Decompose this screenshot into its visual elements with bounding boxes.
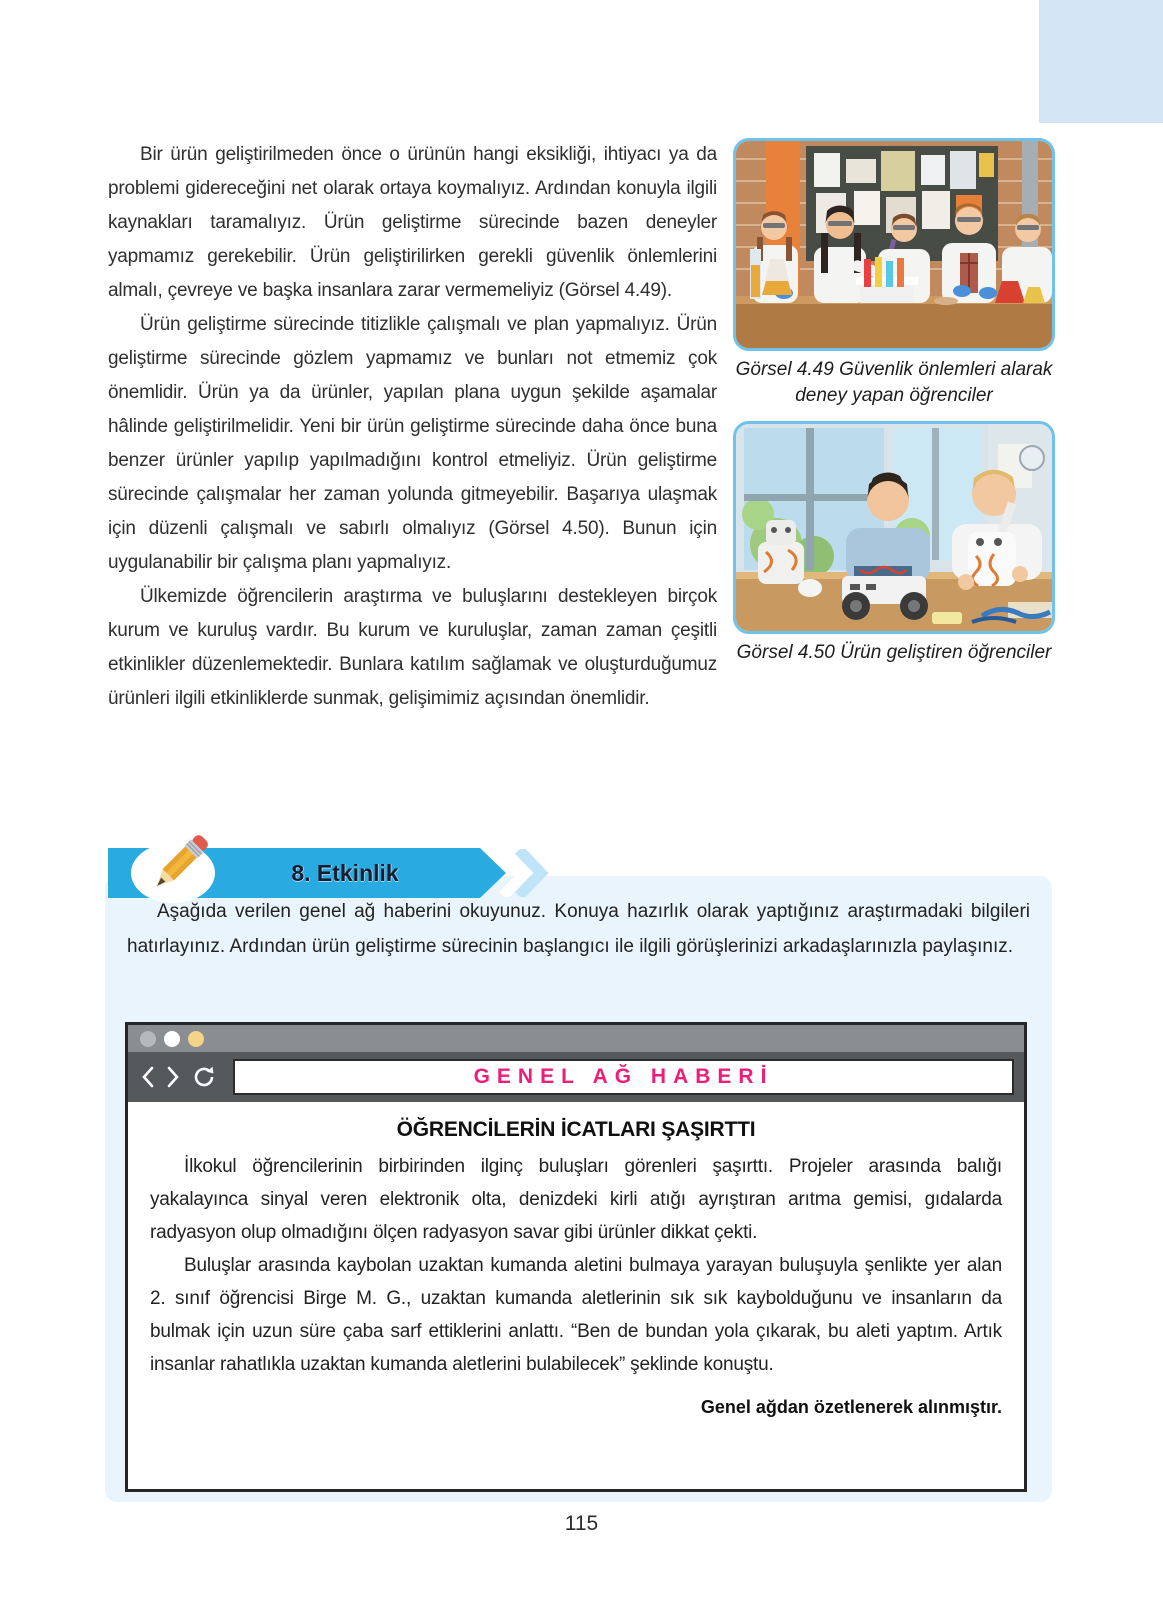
article-source: Genel ağdan özetlenerek alınmıştır. [700, 1397, 1002, 1417]
chevron-accent-icon [498, 849, 550, 897]
activity-instructions: Aşağıda verilen genel ağ haberini okuyunuz. Konuya hazırlık olarak yaptığınız araştırmadaki bilgileri hatırlayınız. Ardından ürün geliştirme sürecinin başlangıcı ile ilgili görüşlerinizi arkadaşlarınızla paylaşınız. [127, 901, 1030, 957]
body-paragraph-2: Ürün geliştirme sürecinde titizlikle çalışmalı ve plan yapmalıyız. Ürün geliştirme sürecinde gözlem yapmamız ve bunları not etmemiz çok önemlidir. Ürün ya da ürünler, yapılan plana uygun şekilde aşamalar hâlinde geliştirilmelidir. Yeni bir ürün geliştirme sürecinde daha önce buna benzer ürünler yapılıp yapılmadığını kontrol etmeliyiz. Ürün geliştirme sürecinde çalışmalar her zaman yolunda gitmeyebilir. Başarıya ulaşmak için düzenli çalışmalı ve sabırlı olmalıyız (Görsel 4.50). Bunun için uygulanabilir bir çalışma planı yapmalıyız. [108, 314, 717, 573]
figure-4-50 [733, 421, 1055, 666]
pencil-icon [137, 824, 225, 912]
browser-titlebar [128, 1025, 1024, 1052]
main-text-column [108, 138, 1055, 716]
address-title: GENEL AĞ HABERİ [473, 1065, 774, 1088]
figure-caption-4-50: Görsel 4.50 Ürün geliştiren öğrenciler [736, 642, 1052, 663]
figure-caption-4-49: Görsel 4.49 Güvenlik önlemleri alarak deney yapan öğrenciler [735, 359, 1053, 406]
back-icon [140, 1065, 156, 1089]
figure-4-49 [733, 138, 1055, 409]
body-paragraph-1: Bir ürün geliştirilmeden önce o ürünün hangi eksikliği, ihtiyacı ya da problemi gidereceğini net olarak ortaya koymalıyız. Ardından konuyla ilgili kaynakları taramalıyız. Ürün geliştirme sürecinde bazen deneyler yapmamız gerekebilir. Ürün geliştirilirken gerekli güvenlik önlemlerini almalı, çevreye ve başka insanlara zarar vermemeliyiz (Görsel 4.49). [108, 144, 717, 301]
photo-lab-experiment [733, 138, 1055, 351]
photo-robot-building [733, 421, 1055, 634]
browser-window [125, 1022, 1027, 1492]
activity-title: 8. Etkinlik [291, 859, 399, 886]
lab-photo-illustration [736, 141, 1055, 348]
article-paragraph-1: İlkokul öğrencilerinin birbirinden ilginç buluşları görenleri şaşırttı. Projeler arasında balığı yakalayınca sinyal veren elektronik olta, denizdeki kirli atığı ayrıştıran arıtma gemisi, gıdalarda radyasyon olup olmadığını ölçen radyasyon savar gibi ürünler dikkat çekti. [150, 1156, 1002, 1243]
browser-navbar [128, 1052, 1024, 1102]
window-dot-white-icon [164, 1031, 180, 1047]
robot-photo-illustration [736, 424, 1055, 631]
article-paragraph-2: Buluşlar arasında kaybolan uzaktan kumanda aletini bulmaya yarayan buluşuyla şenlikte yer alan 2. sınıf öğrencisi Birge M. G., uzaktan kumanda aletlerinin sık sık kaybolduğunu ve insanların da bulmak için uzun süre çaba sarf ettiklerini anlattı. “Ben de bundan yola çıkarak, bu aleti yaptım. Artık insanlar rahatlıkla uzaktan kumanda aletlerini bulabilecek” şeklinde konuştu. [150, 1255, 1002, 1375]
address-bar [233, 1059, 1014, 1095]
page-number: 115 [564, 1512, 599, 1535]
window-dot-gray-icon [140, 1031, 156, 1047]
body-paragraph-3: Ülkemizde öğrencilerin araştırma ve buluşlarını destekleyen birçok kurum ve kuruluş vardır. Bu kurum ve kuruluşlar, zaman zaman çeşitli etkinlikler düzenlemektedir. Bunlara katılım sağlamak ve oluşturduğumuz ürünleri ilgili etkinliklerde sunmak, gelişimimiz açısından önemlidir. [108, 586, 717, 709]
corner-decoration [1039, 0, 1163, 123]
forward-icon [165, 1065, 181, 1089]
window-dot-yellow-icon [188, 1031, 204, 1047]
figure-column [733, 138, 1055, 678]
news-article [128, 1102, 1024, 1489]
refresh-icon [190, 1063, 218, 1091]
article-headline: ÖĞRENCİLERİN İCATLARI ŞAŞIRTTI [396, 1118, 756, 1141]
